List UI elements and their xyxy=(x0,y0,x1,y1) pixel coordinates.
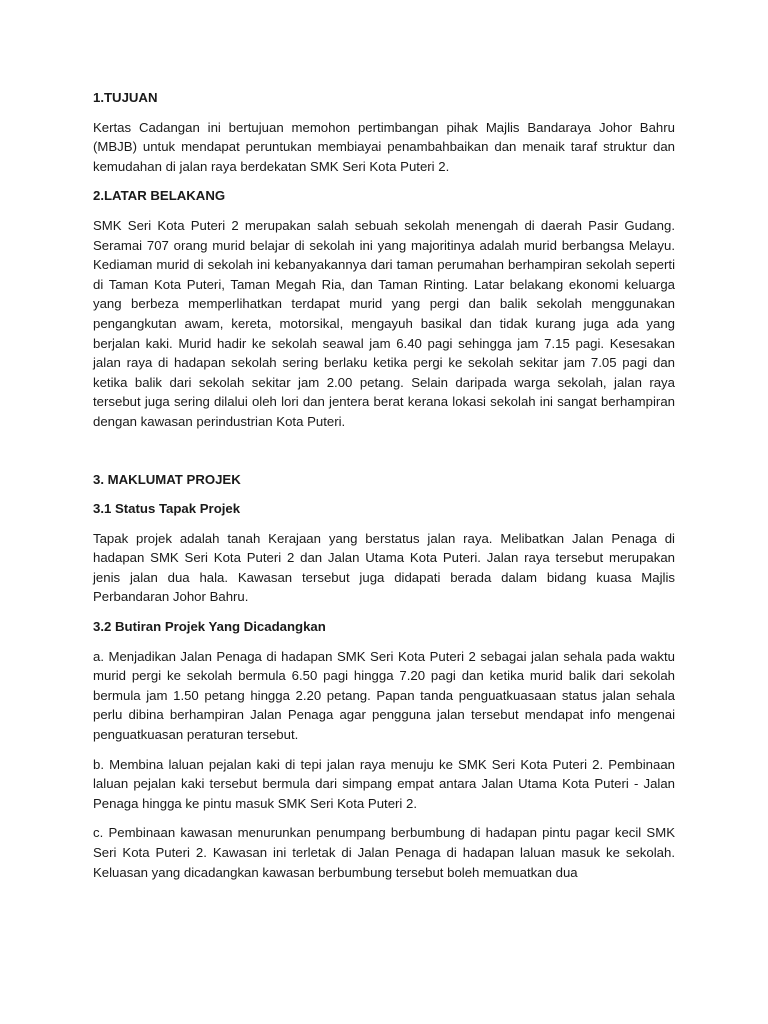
paragraph-butiran-c: c. Pembinaan kawasan menurunkan penumpang berbumbung di hadapan pintu pagar kecil SMK Seri Kota Puteri 2. Kawasan ini terletak di Jalan Penaga di hadapan laluan masuk ke sekolah. Keluasan yang dicadangkan kawasan berbumbung tersebut boleh memuatkan dua xyxy=(93,825,675,880)
section-heading-butiran-projek: 3.2 Butiran Projek Yang Dicadangkan xyxy=(93,619,326,635)
paragraph-latar-belakang: SMK Seri Kota Puteri 2 merupakan salah sebuah sekolah menengah di daerah Pasir Gudang. Seramai 707 orang murid belajar di sekolah ini yang majoritinya adalah murid berbangsa Melayu. Kediaman murid di sekolah ini kebanyakannya dari taman perumahan berhampiran sekolah seperti di Taman Kota Puteri, Taman Megah Ria, dan Taman Rinting. Latar belakang ekonomi keluarga yang berbeza memperlihatkan terdapat murid yang pergi dan balik sekolah menggunakan pengangkutan awam, kereta, motorsikal, mengayuh basikal dan tidak kurang juga ada yang berjalan kaki. Murid hadir ke sekolah seawal jam 6.40 pagi sehingga jam 7.15 pagi. Kesesakan jalan raya di hadapan sekolah sering berlaku ketika pergi ke sekolah sekitar jam 7.05 pagi dan ketika balik dari sekolah sekitar jam 2.00 petang. Selain daripada warga sekolah, jalan raya tersebut juga sering dilalui oleh lori dan jentera berat kerana lokasi sekolah ini sangat berhampiran dengan kawasan perindustrian Kota Puteri. xyxy=(93,217,675,429)
section-heading-maklumat-projek: 3. MAKLUMAT PROJEK xyxy=(93,471,241,487)
paragraph-status-tapak: Tapak projek adalah tanah Kerajaan yang berstatus jalan raya. Melibatkan Jalan Penaga di hadapan SMK Seri Kota Puteri 2 dan Jalan Utama Kota Puteri. Jalan raya tersebut merupakan jenis jalan dua hala. Kawasan tersebut juga didapati berada dalam bidang kuasa Majlis Perbandaran Johor Bahru. xyxy=(93,530,675,605)
section-heading-latar-belakang: 2.LATAR BELAKANG xyxy=(93,188,226,204)
paragraph-tujuan: Kertas Cadangan ini bertujuan memohon pertimbangan pihak Majlis Bandaraya Johor Bahru (MBJB) untuk mendapat peruntukan membiayai penambahbaikan dan menaik taraf struktur dan kemudahan di jalan raya berdekatan SMK Seri Kota Puteri 2. xyxy=(93,119,675,174)
paragraph-butiran-a: a. Menjadikan Jalan Penaga di hadapan SMK Seri Kota Puteri 2 sebagai jalan sehala pada waktu murid pergi ke sekolah bermula 6.50 pagi hingga 7.20 pagi dan ketika murid balik dari sekolah bermula jam 1.50 petang hingga 2.20 petang. Papan tanda penguatkuasaan status jalan sehala perlu dibina berhampiran Jalan Penaga agar pengguna jalan tersebut mendapat info mengenai penguatkuasan peraturan tersebut. xyxy=(93,648,675,743)
section-heading-tujuan: 1.TUJUAN xyxy=(93,90,158,105)
document-page xyxy=(93,88,675,882)
paragraph-butiran-b: b. Membina laluan pejalan kaki di tepi jalan raya menuju ke SMK Seri Kota Puteri 2. Pembinaan laluan pejalan kaki tersebut bermula dari simpang empat antara Jalan Utama Kota Puteri - Jalan Penaga hingga ke pintu masuk SMK Seri Kota Puteri 2. xyxy=(93,756,675,811)
section-heading-status-tapak: 3.1 Status Tapak Projek xyxy=(93,501,241,517)
